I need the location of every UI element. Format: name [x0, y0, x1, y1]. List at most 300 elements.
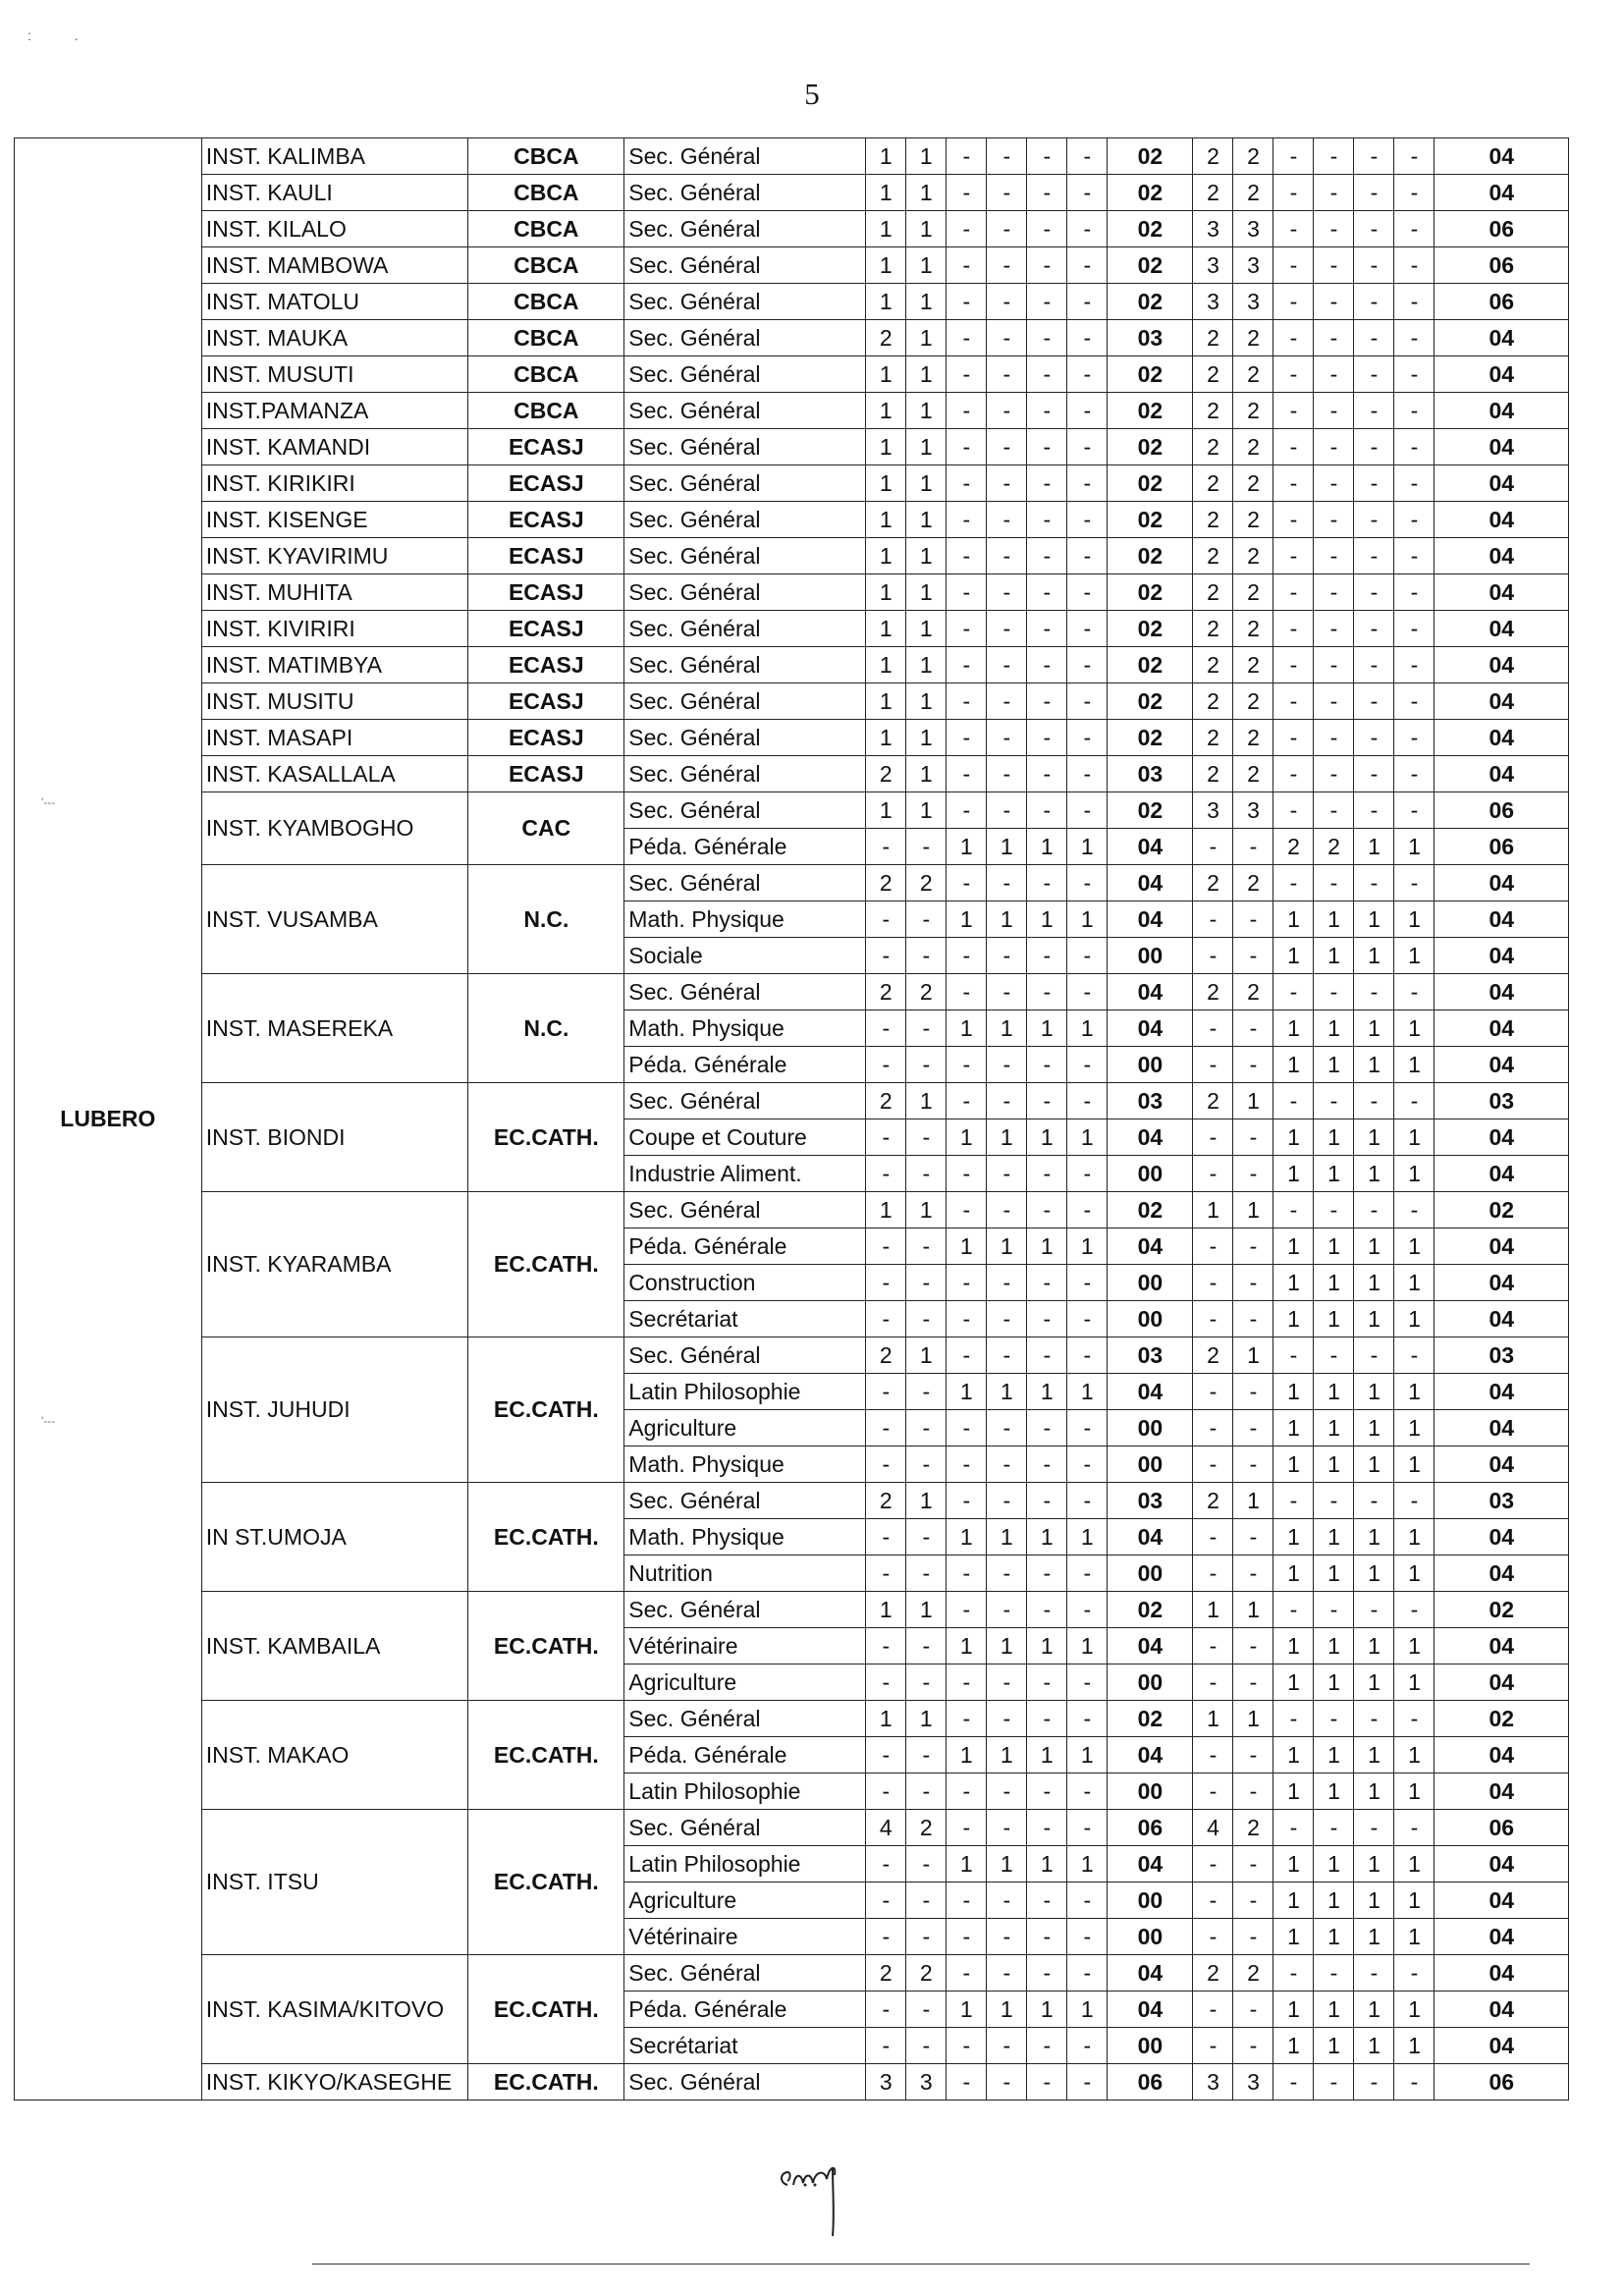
table-row [15, 1337, 1569, 1374]
class-count-cell: - [947, 1410, 987, 1446]
class-count-cell: - [906, 1992, 947, 2028]
total-b-cell: 04 [1435, 1846, 1569, 1883]
class-count-cell: - [1354, 756, 1394, 792]
class-count-cell: - [866, 1519, 906, 1555]
class-count-cell: 2 [1193, 1083, 1233, 1119]
class-count-cell: 1 [1067, 1374, 1108, 1410]
class-count-cell: - [947, 683, 987, 720]
class-count-cell: - [987, 865, 1027, 901]
class-count-cell: 1 [1233, 1337, 1273, 1374]
school-name: INST. KAMBAILA [201, 1592, 468, 1701]
class-count-cell: - [947, 465, 987, 502]
class-count-cell: - [1067, 1592, 1108, 1628]
class-count-cell: 1 [866, 683, 906, 720]
class-count-cell: 1 [906, 574, 947, 611]
class-count-cell: - [1067, 1083, 1108, 1119]
total-b-cell: 04 [1435, 465, 1569, 502]
class-count-cell: 2 [1193, 320, 1233, 356]
class-count-cell: 1 [1394, 1519, 1435, 1555]
class-count-cell: - [866, 1737, 906, 1774]
class-count-cell: - [1314, 320, 1354, 356]
total-a-cell: 00 [1108, 1883, 1193, 1919]
allocation-table [14, 137, 1569, 2101]
class-count-cell: 1 [1354, 938, 1394, 974]
class-count-cell: - [1067, 974, 1108, 1010]
class-count-cell: 2 [1233, 574, 1273, 611]
total-b-cell: 04 [1435, 1737, 1569, 1774]
class-count-cell: - [1314, 683, 1354, 720]
total-b-cell: 04 [1435, 1664, 1569, 1701]
class-count-cell: - [1314, 792, 1354, 829]
class-count-cell: - [947, 1919, 987, 1955]
class-count-cell: - [906, 1265, 947, 1301]
school-name: INST. MAUKA [201, 320, 468, 356]
total-a-cell: 03 [1108, 1083, 1193, 1119]
class-count-cell: - [987, 1664, 1027, 1701]
class-count-cell: 1 [866, 465, 906, 502]
option-name: Secrétariat [624, 2028, 866, 2064]
class-count-cell: - [906, 1446, 947, 1483]
class-count-cell: - [987, 1955, 1027, 1992]
class-count-cell: - [906, 938, 947, 974]
option-name: Sec. Général [624, 429, 866, 465]
class-count-cell: - [1233, 1010, 1273, 1047]
total-b-cell: 04 [1435, 1555, 1569, 1592]
school-network: CBCA [468, 247, 624, 284]
class-count-cell: - [1394, 247, 1435, 284]
class-count-cell: - [1027, 1810, 1067, 1846]
class-count-cell: - [1273, 211, 1314, 247]
class-count-cell: - [1394, 2064, 1435, 2101]
class-count-cell: - [987, 1301, 1027, 1337]
option-name: Sec. Général [624, 756, 866, 792]
class-count-cell: - [1027, 356, 1067, 393]
class-count-cell: 1 [906, 1483, 947, 1519]
class-count-cell: - [1027, 284, 1067, 320]
class-count-cell: 2 [1233, 1810, 1273, 1846]
option-name: Sec. Général [624, 1592, 866, 1628]
margin-tick: '--- [41, 1414, 56, 1428]
class-count-cell: 1 [1394, 2028, 1435, 2064]
school-name: INST. KAMANDI [201, 429, 468, 465]
class-count-cell: 3 [1233, 284, 1273, 320]
class-count-cell: - [1027, 429, 1067, 465]
class-count-cell: - [1233, 1301, 1273, 1337]
class-count-cell: 1 [866, 720, 906, 756]
school-name: INST. KALIMBA [201, 138, 468, 175]
class-count-cell: 1 [1067, 1737, 1108, 1774]
class-count-cell: - [1027, 1555, 1067, 1592]
class-count-cell: - [1027, 1774, 1067, 1810]
class-count-cell: 2 [1193, 611, 1233, 647]
table-row [15, 1955, 1569, 1992]
class-count-cell: 3 [1193, 792, 1233, 829]
class-count-cell: - [1233, 1883, 1273, 1919]
class-count-cell: 1 [947, 1846, 987, 1883]
class-count-cell: 1 [1067, 1519, 1108, 1555]
option-name: Sec. Général [624, 974, 866, 1010]
option-name: Sec. Général [624, 356, 866, 393]
class-count-cell: 2 [1193, 720, 1233, 756]
total-b-cell: 04 [1435, 647, 1569, 683]
total-b-cell: 02 [1435, 1592, 1569, 1628]
class-count-cell: - [1027, 1955, 1067, 1992]
school-network: CAC [468, 792, 624, 865]
class-count-cell: - [866, 1410, 906, 1446]
total-a-cell: 02 [1108, 356, 1193, 393]
option-name: Sec. Général [624, 720, 866, 756]
class-count-cell: 1 [906, 683, 947, 720]
total-b-cell: 04 [1435, 574, 1569, 611]
option-name: Math. Physique [624, 901, 866, 938]
class-count-cell: - [1273, 1192, 1314, 1228]
class-count-cell: - [866, 1555, 906, 1592]
school-network: EC.CATH. [468, 1192, 624, 1337]
class-count-cell: - [987, 1410, 1027, 1446]
class-count-cell: - [866, 938, 906, 974]
school-network: EC.CATH. [468, 1701, 624, 1810]
class-count-cell: - [1233, 1519, 1273, 1555]
total-a-cell: 02 [1108, 1701, 1193, 1737]
class-count-cell: 1 [1354, 1047, 1394, 1083]
option-name: Péda. Générale [624, 1992, 866, 2028]
class-count-cell: - [987, 429, 1027, 465]
class-count-cell: 2 [1233, 756, 1273, 792]
class-count-cell: - [1354, 1192, 1394, 1228]
class-count-cell: - [906, 1410, 947, 1446]
class-count-cell: 1 [866, 611, 906, 647]
class-count-cell: - [1067, 1955, 1108, 1992]
class-count-cell: - [987, 2064, 1027, 2101]
class-count-cell: - [1273, 792, 1314, 829]
class-count-cell: 1 [1067, 1846, 1108, 1883]
school-network: CBCA [468, 393, 624, 429]
total-b-cell: 04 [1435, 1774, 1569, 1810]
class-count-cell: - [1193, 1555, 1233, 1592]
class-count-cell: - [1394, 756, 1435, 792]
class-count-cell: 1 [906, 502, 947, 538]
class-count-cell: - [866, 1374, 906, 1410]
class-count-cell: 1 [1193, 1192, 1233, 1228]
class-count-cell: - [1067, 865, 1108, 901]
class-count-cell: - [1193, 901, 1233, 938]
class-count-cell: 1 [947, 1228, 987, 1265]
class-count-cell: - [987, 1701, 1027, 1737]
class-count-cell: 2 [1233, 683, 1273, 720]
class-count-cell: 2 [1233, 647, 1273, 683]
class-count-cell: - [1067, 1047, 1108, 1083]
option-name: Sec. Général [624, 393, 866, 429]
class-count-cell: 1 [1394, 1010, 1435, 1047]
option-name: Latin Philosophie [624, 1374, 866, 1410]
class-count-cell: - [947, 1774, 987, 1810]
class-count-cell: 2 [1233, 175, 1273, 211]
class-count-cell: 1 [1354, 1374, 1394, 1410]
class-count-cell: - [1027, 1337, 1067, 1374]
class-count-cell: - [987, 1083, 1027, 1119]
class-count-cell: 2 [1193, 865, 1233, 901]
class-count-cell: 1 [1314, 1737, 1354, 1774]
class-count-cell: 1 [947, 1992, 987, 2028]
class-count-cell: - [1394, 538, 1435, 574]
school-name: INST. KIKYO/KASEGHE [201, 2064, 468, 2101]
class-count-cell: - [1314, 1337, 1354, 1374]
class-count-cell: 1 [987, 1228, 1027, 1265]
school-name: INST. MAKAO [201, 1701, 468, 1810]
class-count-cell: - [1193, 829, 1233, 865]
class-count-cell: - [866, 1846, 906, 1883]
class-count-cell: 1 [866, 393, 906, 429]
class-count-cell: 1 [947, 1010, 987, 1047]
class-count-cell: - [987, 247, 1027, 284]
class-count-cell: - [947, 211, 987, 247]
class-count-cell: - [1067, 2064, 1108, 2101]
class-count-cell: 1 [1193, 1592, 1233, 1628]
class-count-cell: - [947, 1301, 987, 1337]
option-name: Sec. Général [624, 538, 866, 574]
class-count-cell: - [1354, 247, 1394, 284]
class-count-cell: - [947, 538, 987, 574]
class-count-cell: - [1354, 393, 1394, 429]
class-count-cell: - [987, 720, 1027, 756]
class-count-cell: - [1354, 611, 1394, 647]
class-count-cell: - [947, 1664, 987, 1701]
class-count-cell: - [1067, 611, 1108, 647]
total-a-cell: 03 [1108, 1337, 1193, 1374]
school-name: INST. JUHUDI [201, 1337, 468, 1483]
school-network: EC.CATH. [468, 2064, 624, 2101]
class-count-cell: - [1314, 211, 1354, 247]
class-count-cell: - [1394, 1955, 1435, 1992]
total-a-cell: 04 [1108, 1519, 1193, 1555]
total-b-cell: 03 [1435, 1083, 1569, 1119]
class-count-cell: - [947, 320, 987, 356]
class-count-cell: 1 [906, 1192, 947, 1228]
class-count-cell: 1 [1314, 1047, 1354, 1083]
class-count-cell: 2 [1193, 429, 1233, 465]
class-count-cell: - [1394, 720, 1435, 756]
class-count-cell: - [1394, 1192, 1435, 1228]
class-count-cell: - [1314, 720, 1354, 756]
class-count-cell: - [1314, 1192, 1354, 1228]
class-count-cell: - [1273, 720, 1314, 756]
class-count-cell: 1 [1354, 1301, 1394, 1337]
class-count-cell: 1 [1394, 1374, 1435, 1410]
class-count-cell: - [866, 901, 906, 938]
total-a-cell: 02 [1108, 284, 1193, 320]
class-count-cell: 1 [1314, 1156, 1354, 1192]
class-count-cell: - [1067, 465, 1108, 502]
class-count-cell: - [866, 1301, 906, 1337]
class-count-cell: - [1027, 1883, 1067, 1919]
class-count-cell: - [947, 1483, 987, 1519]
total-a-cell: 02 [1108, 393, 1193, 429]
class-count-cell: - [1354, 1083, 1394, 1119]
total-a-cell: 02 [1108, 538, 1193, 574]
class-count-cell: - [1394, 1810, 1435, 1846]
class-count-cell: - [1233, 2028, 1273, 2064]
class-count-cell: 1 [1067, 1010, 1108, 1047]
option-name: Agriculture [624, 1664, 866, 1701]
class-count-cell: - [1193, 1992, 1233, 2028]
class-count-cell: - [906, 1628, 947, 1664]
school-name: INST. KYAVIRIMU [201, 538, 468, 574]
class-count-cell: 1 [1354, 1919, 1394, 1955]
class-count-cell: - [987, 1265, 1027, 1301]
class-count-cell: 1 [1314, 1555, 1354, 1592]
option-name: Péda. Générale [624, 1737, 866, 1774]
class-count-cell: 1 [1354, 829, 1394, 865]
option-name: Sec. Général [624, 1483, 866, 1519]
total-b-cell: 04 [1435, 901, 1569, 938]
class-count-cell: 1 [1027, 901, 1067, 938]
class-count-cell: - [1314, 611, 1354, 647]
class-count-cell: 1 [987, 1737, 1027, 1774]
class-count-cell: - [1273, 356, 1314, 393]
total-b-cell: 06 [1435, 211, 1569, 247]
class-count-cell: 1 [1354, 1010, 1394, 1047]
option-name: Sec. Général [624, 865, 866, 901]
class-count-cell: - [1193, 1919, 1233, 1955]
class-count-cell: 1 [1067, 901, 1108, 938]
class-count-cell: 1 [1394, 829, 1435, 865]
class-count-cell: - [1233, 1664, 1273, 1701]
school-network: EC.CATH. [468, 1337, 624, 1483]
table-row [15, 1592, 1569, 1628]
class-count-cell: 2 [866, 1955, 906, 1992]
table-row [15, 175, 1569, 211]
class-count-cell: - [866, 1010, 906, 1047]
class-count-cell: - [1314, 865, 1354, 901]
class-count-cell: - [1233, 1047, 1273, 1083]
class-count-cell: - [1027, 1701, 1067, 1737]
class-count-cell: - [866, 1228, 906, 1265]
class-count-cell: 1 [1394, 1555, 1435, 1592]
class-count-cell: - [947, 393, 987, 429]
class-count-cell: - [1067, 1156, 1108, 1192]
class-count-cell: 2 [866, 865, 906, 901]
class-count-cell: 1 [1354, 1156, 1394, 1192]
class-count-cell: - [987, 211, 1027, 247]
total-b-cell: 04 [1435, 538, 1569, 574]
class-count-cell: - [1394, 1592, 1435, 1628]
class-count-cell: 1 [1027, 1228, 1067, 1265]
total-a-cell: 04 [1108, 1119, 1193, 1156]
option-name: Sec. Général [624, 1083, 866, 1119]
class-count-cell: 1 [866, 211, 906, 247]
class-count-cell: - [947, 792, 987, 829]
class-count-cell: - [1067, 1883, 1108, 1919]
class-count-cell: 1 [1067, 1628, 1108, 1664]
class-count-cell: - [1233, 1846, 1273, 1883]
class-count-cell: - [1273, 647, 1314, 683]
class-count-cell: - [1193, 1301, 1233, 1337]
class-count-cell: - [987, 1919, 1027, 1955]
class-count-cell: - [1027, 320, 1067, 356]
class-count-cell: - [1273, 865, 1314, 901]
class-count-cell: - [1067, 538, 1108, 574]
class-count-cell: 1 [1314, 938, 1354, 974]
class-count-cell: 3 [1233, 792, 1273, 829]
class-count-cell: - [947, 1810, 987, 1846]
class-count-cell: - [947, 611, 987, 647]
class-count-cell: 2 [1233, 502, 1273, 538]
class-count-cell: - [1273, 393, 1314, 429]
class-count-cell: - [866, 829, 906, 865]
class-count-cell: - [866, 1047, 906, 1083]
class-count-cell: 1 [1314, 1992, 1354, 2028]
class-count-cell: - [1027, 1301, 1067, 1337]
class-count-cell: 1 [866, 284, 906, 320]
class-count-cell: 1 [1394, 1047, 1435, 1083]
school-name: INST. KYAMBOGHO [201, 792, 468, 865]
total-a-cell: 04 [1108, 1228, 1193, 1265]
class-count-cell: - [1354, 429, 1394, 465]
class-count-cell: 2 [1193, 574, 1233, 611]
class-count-cell: - [947, 356, 987, 393]
class-count-cell: 1 [1314, 1010, 1354, 1047]
option-name: Sec. Général [624, 1701, 866, 1737]
class-count-cell: - [947, 1083, 987, 1119]
class-count-cell: - [1314, 356, 1354, 393]
table-row [15, 1192, 1569, 1228]
class-count-cell: 2 [1233, 611, 1273, 647]
class-count-cell: - [1233, 1628, 1273, 1664]
class-count-cell: - [947, 429, 987, 465]
table-body [15, 138, 1569, 2101]
school-name: INST. MATOLU [201, 284, 468, 320]
option-name: Sociale [624, 938, 866, 974]
class-count-cell: 1 [1067, 829, 1108, 865]
class-count-cell: - [1394, 865, 1435, 901]
class-count-cell: - [1027, 465, 1067, 502]
total-a-cell: 04 [1108, 1737, 1193, 1774]
class-count-cell: - [1273, 974, 1314, 1010]
class-count-cell: 1 [866, 175, 906, 211]
class-count-cell: - [1394, 1483, 1435, 1519]
total-b-cell: 04 [1435, 611, 1569, 647]
class-count-cell: - [1273, 538, 1314, 574]
class-count-cell: 2 [1193, 647, 1233, 683]
class-count-cell: 1 [906, 284, 947, 320]
class-count-cell: - [1354, 502, 1394, 538]
class-count-cell: - [1067, 2028, 1108, 2064]
class-count-cell: 2 [1233, 393, 1273, 429]
class-count-cell: 1 [1233, 1483, 1273, 1519]
total-a-cell: 04 [1108, 1010, 1193, 1047]
class-count-cell: 1 [1354, 1228, 1394, 1265]
total-a-cell: 00 [1108, 1446, 1193, 1483]
class-count-cell: 1 [1394, 1446, 1435, 1483]
class-count-cell: - [1067, 647, 1108, 683]
school-network: ECASJ [468, 611, 624, 647]
class-count-cell: 1 [866, 538, 906, 574]
option-name: Péda. Générale [624, 1228, 866, 1265]
class-count-cell: - [987, 175, 1027, 211]
school-name: IN ST.UMOJA [201, 1483, 468, 1592]
class-count-cell: 1 [1314, 1846, 1354, 1883]
class-count-cell: 1 [906, 792, 947, 829]
class-count-cell: - [987, 356, 1027, 393]
class-count-cell: - [1193, 1664, 1233, 1701]
class-count-cell: - [866, 1265, 906, 1301]
class-count-cell: - [1067, 502, 1108, 538]
class-count-cell: 2 [866, 1483, 906, 1519]
class-count-cell: - [1273, 502, 1314, 538]
total-a-cell: 02 [1108, 647, 1193, 683]
class-count-cell: 1 [1273, 901, 1314, 938]
total-b-cell: 04 [1435, 1883, 1569, 1919]
